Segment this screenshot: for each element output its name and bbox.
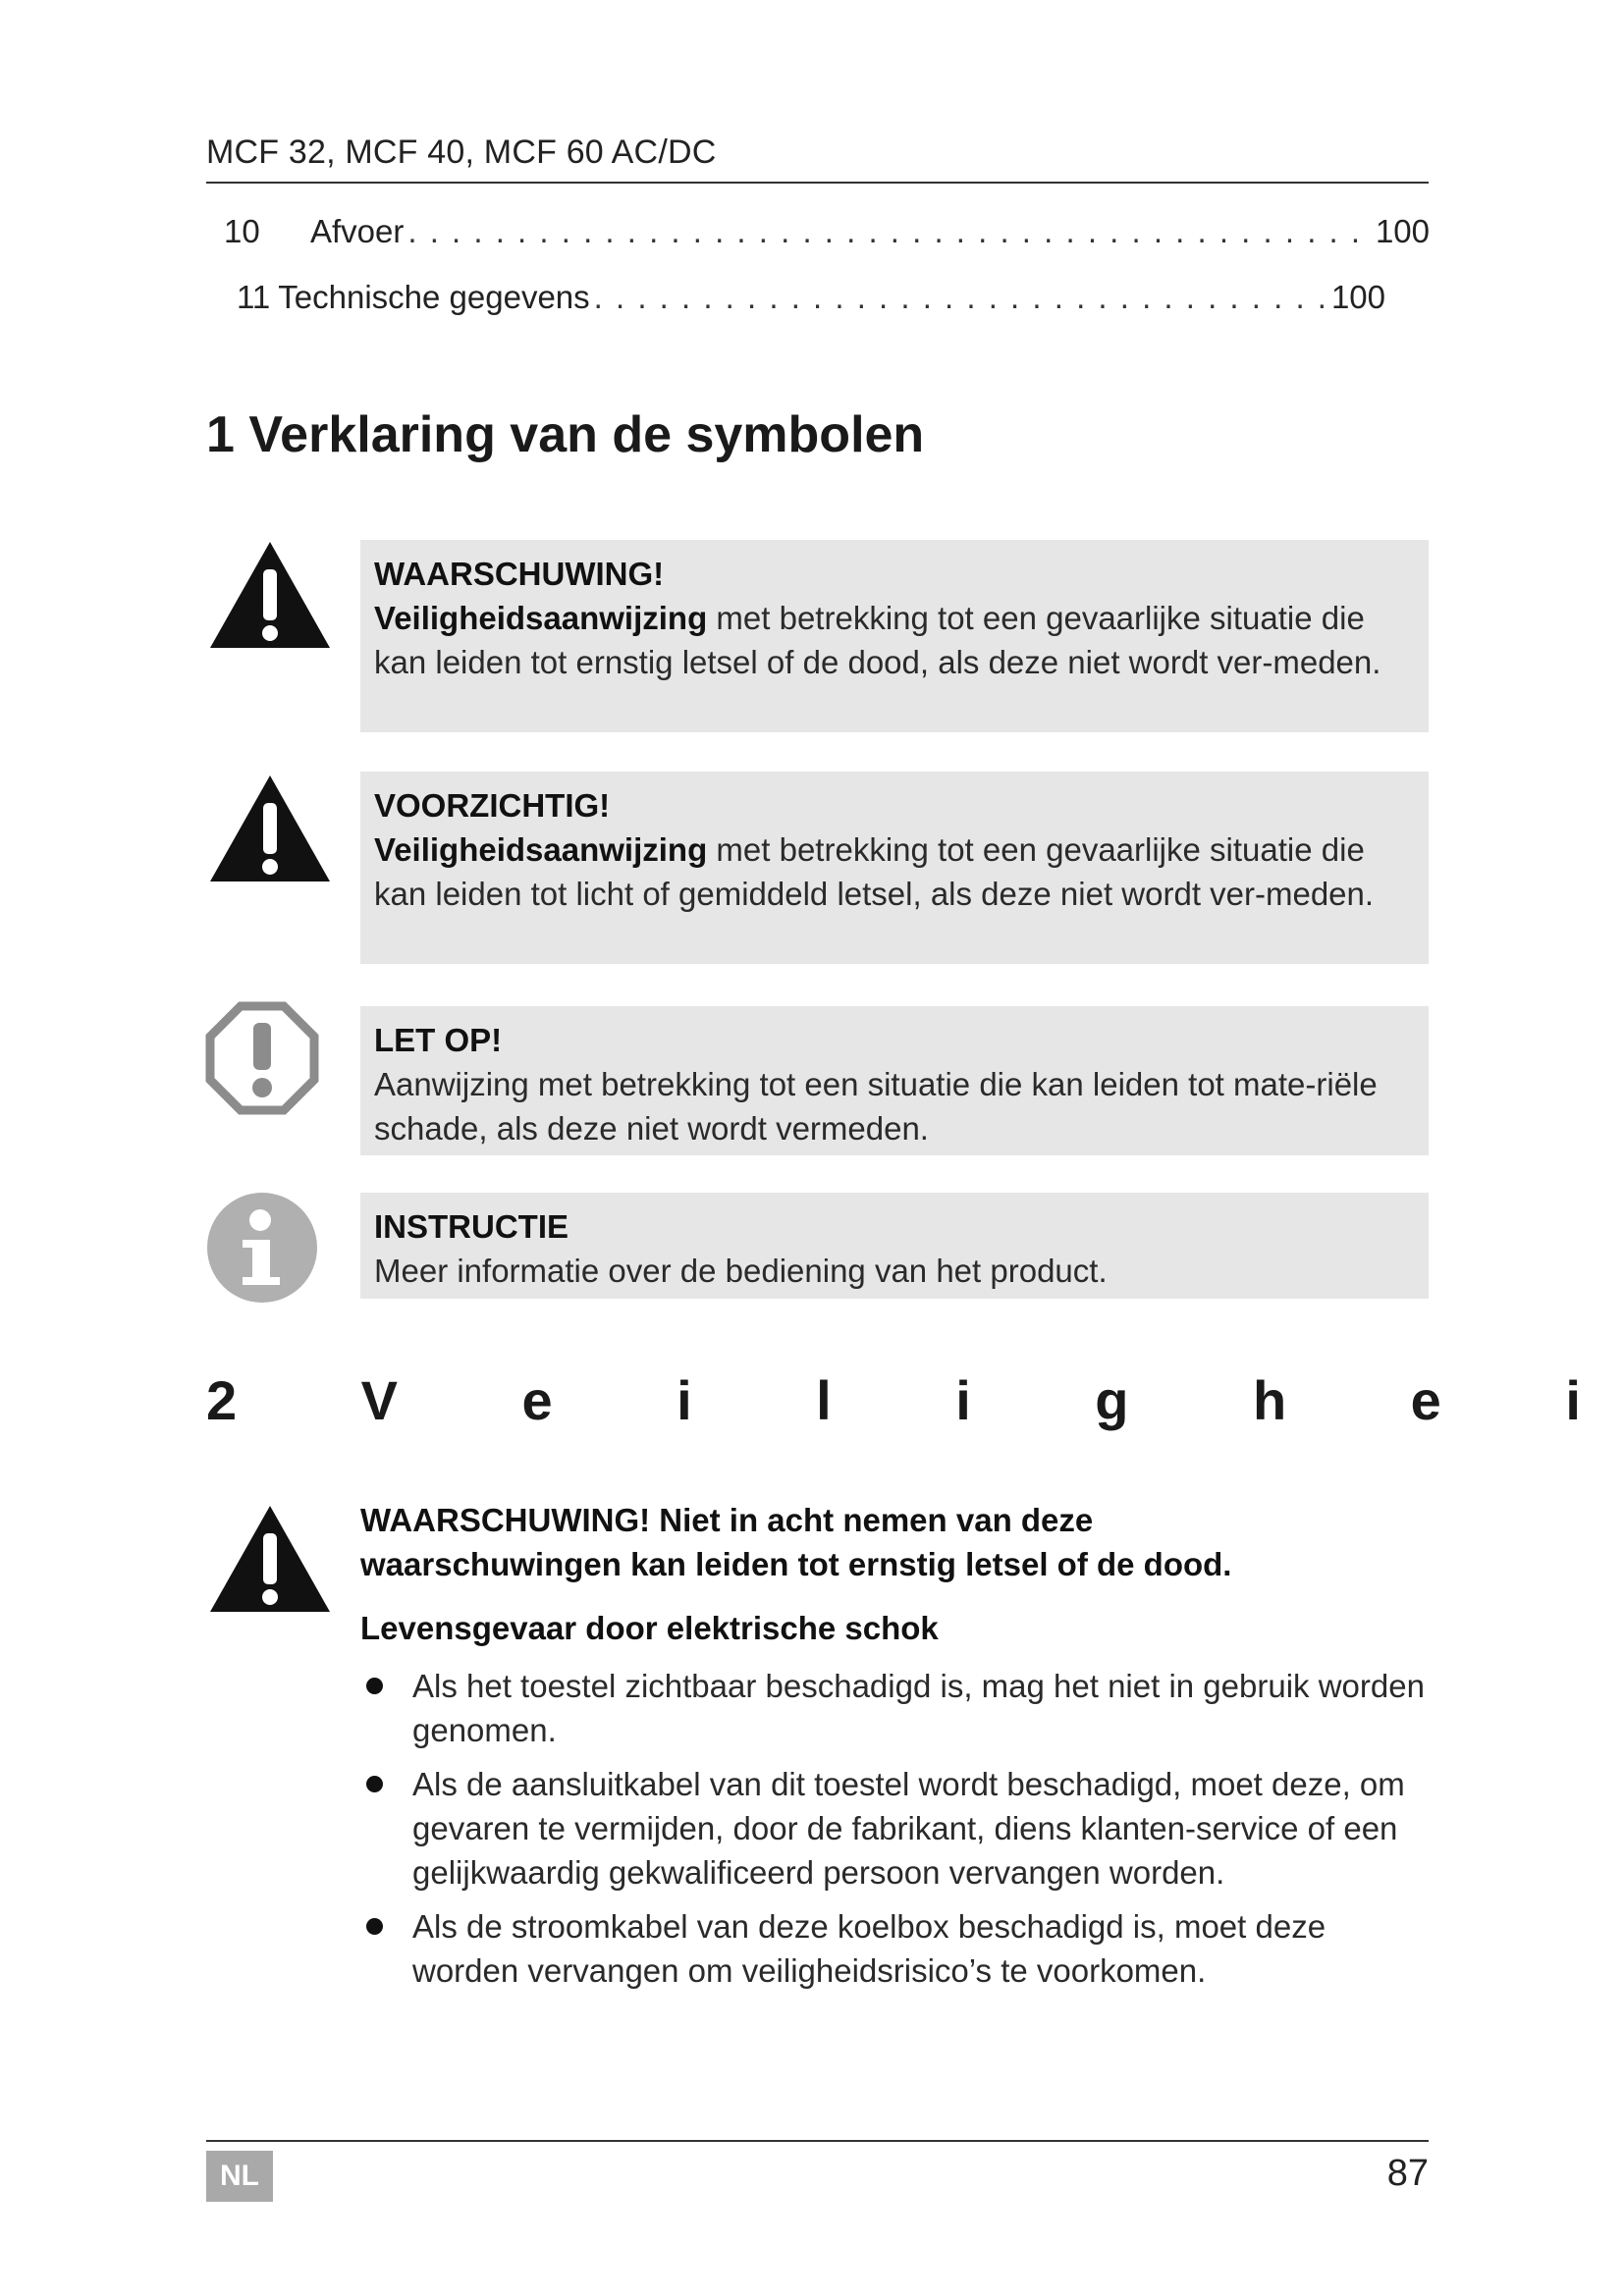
heading-char: g xyxy=(1095,1369,1129,1431)
safety-bullet-list xyxy=(360,1664,1435,2002)
toc-page: 100 xyxy=(1375,213,1430,249)
toc-number: 10 xyxy=(224,213,260,249)
footer-divider xyxy=(206,2140,1429,2142)
warning-triangle-icon xyxy=(206,538,334,652)
note-lead: Veiligheidsaanwijzing xyxy=(374,600,708,636)
toc-leader xyxy=(407,213,1372,250)
note-text xyxy=(374,596,1415,684)
note-title: WAARSCHUWING! xyxy=(374,556,665,592)
header-divider xyxy=(206,182,1429,184)
heading-char: V xyxy=(360,1369,398,1431)
note-title: LET OP! xyxy=(374,1022,503,1058)
caution-note xyxy=(360,772,1429,964)
bullet-text: Als het toestel zichtbaar beschadigd is, mag het niet in gebruik worden genomen. xyxy=(412,1668,1425,1748)
notice-octagon-icon xyxy=(205,1001,319,1115)
language-badge: NL xyxy=(206,2151,273,2202)
toc-label: Technische gegevens xyxy=(278,279,590,315)
heading-char: e xyxy=(1410,1369,1441,1431)
sub-heading: Levensgevaar door elektrische schok xyxy=(360,1610,939,1646)
heading-char: e xyxy=(521,1369,553,1431)
document-title: MCF 32, MCF 40, MCF 60 AC/DC xyxy=(206,133,717,171)
list-item xyxy=(360,1762,1435,1895)
bullet-text: Als de stroomkabel van deze koelbox beschadigd is, moet deze worden vervangen om veiligheidsrisico’s te voorkomen. xyxy=(412,1908,1326,1989)
info-circle-icon xyxy=(205,1191,319,1305)
instruction-note xyxy=(360,1193,1429,1299)
toc-page: 100 xyxy=(1330,279,1385,315)
heading-char: 2 xyxy=(206,1369,238,1431)
heading-char: i xyxy=(677,1369,692,1431)
heading-char: i xyxy=(1565,1369,1581,1431)
note-text: Aanwijzing met betrekking tot een situatie die kan leiden tot mate-riële schade, als deze niet wordt vermeden. xyxy=(374,1066,1378,1147)
section-heading-stretched xyxy=(206,1368,1581,1432)
toc-entry[interactable] xyxy=(237,279,1385,316)
bullet-dot xyxy=(366,1776,383,1792)
toc-label: Afvoer xyxy=(310,213,405,249)
note-title: VOORZICHTIG! xyxy=(374,787,611,824)
note-text xyxy=(374,828,1415,916)
warning-note xyxy=(360,540,1429,732)
note-lead: Veiligheidsaanwijzing xyxy=(374,831,708,868)
bullet-text: Als de aansluitkabel van dit toestel wordt beschadigd, moet deze, om gevaren te vermijden, door de fabrikant, diens klanten-service of een gelijkwaardig gekwalificeerd persoon vervangen worden. xyxy=(412,1766,1405,1891)
list-item xyxy=(360,1664,1435,1752)
toc-entry[interactable] xyxy=(224,213,1430,250)
heading-char: l xyxy=(816,1369,832,1431)
warning-triangle-icon xyxy=(206,1502,334,1616)
note-body: met betrekking tot een gevaarlijke situatie die kan leiden tot ernstig letsel of de dood, als deze niet wordt ver-meden. xyxy=(374,600,1381,680)
bullet-dot xyxy=(366,1678,383,1694)
notice-note xyxy=(360,1006,1429,1155)
toc-leader xyxy=(594,279,1327,316)
list-item xyxy=(360,1904,1435,1993)
note-body: met betrekking tot een gevaarlijke situatie die kan leiden tot licht of gemiddeld letsel, als deze niet wordt ver-meden. xyxy=(374,831,1375,912)
heading-char: h xyxy=(1252,1369,1287,1431)
heading-char: i xyxy=(955,1369,971,1431)
section-heading: 1 Verklaring van de symbolen xyxy=(206,406,925,463)
toc-number: 11 xyxy=(237,279,271,315)
bullet-dot xyxy=(366,1918,383,1935)
caution-triangle-icon xyxy=(206,772,334,885)
safety-warning-text: WAARSCHUWING! Niet in acht nemen van deze waarschuwingen kan leiden tot ernstig letsel of de dood. xyxy=(360,1502,1232,1582)
page-number: 87 xyxy=(1386,2153,1429,2194)
note-title: INSTRUCTIE xyxy=(374,1208,568,1245)
note-text: Meer informatie over de bediening van het product. xyxy=(374,1253,1108,1289)
